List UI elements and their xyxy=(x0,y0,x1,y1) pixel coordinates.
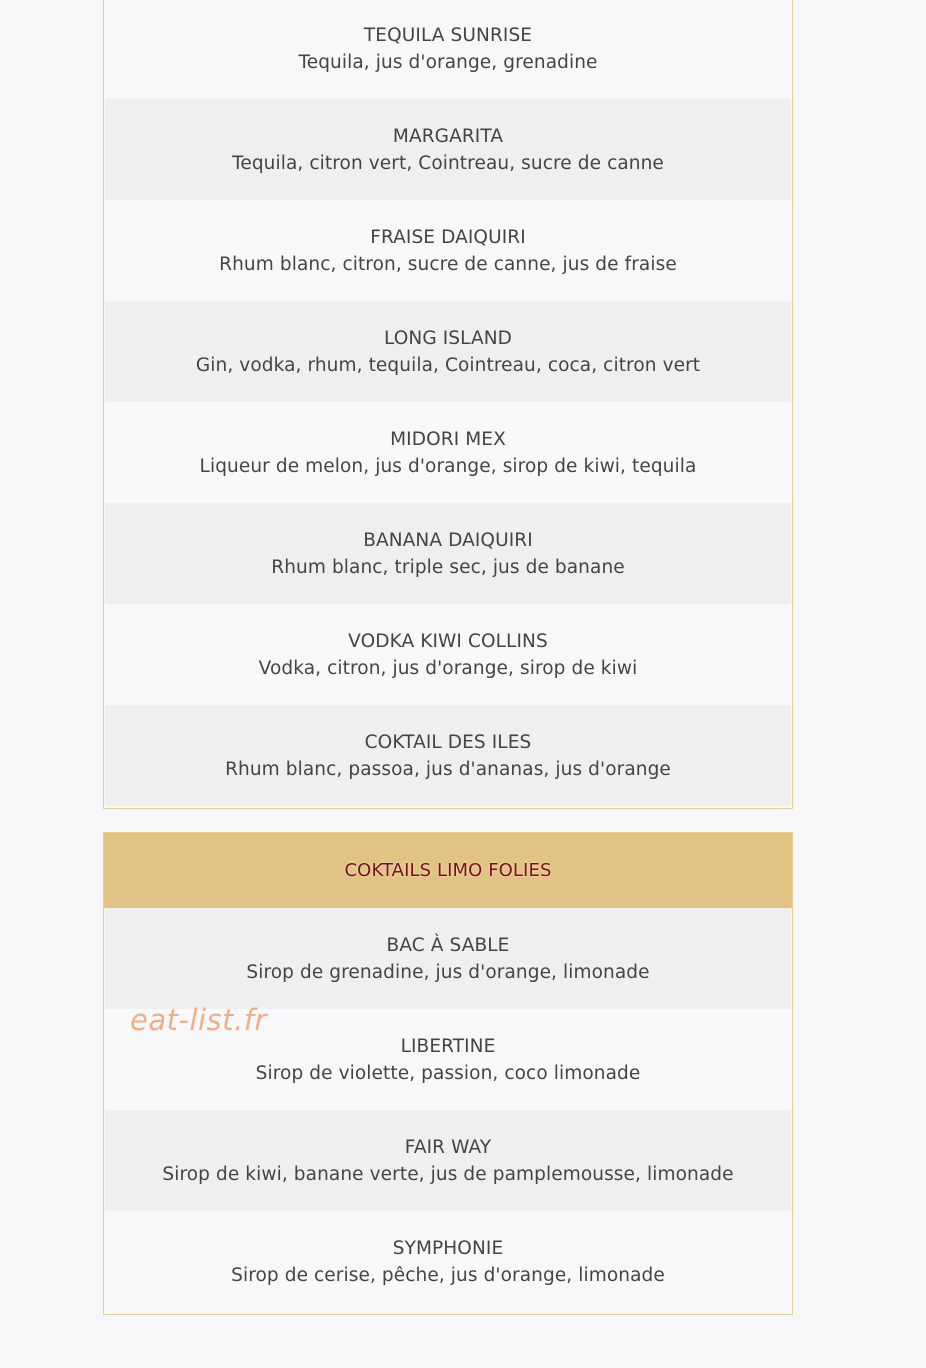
menu-item xyxy=(105,503,791,604)
menu-item-name: COKTAIL DES ILES xyxy=(364,731,532,753)
watermark: eat-list.fr xyxy=(130,1003,267,1037)
menu-item-description: Tequila, jus d'orange, grenadine xyxy=(298,51,598,73)
menu-item-description: Vodka, citron, jus d'orange, sirop de kiwi xyxy=(258,657,638,679)
cocktail-list xyxy=(104,0,792,806)
menu-item-description: Rhum blanc, triple sec, jus de banane xyxy=(271,556,625,578)
menu-item-name: MARGARITA xyxy=(392,125,504,147)
menu-item-name: BAC À SABLE xyxy=(386,934,510,956)
menu-item-description: Rhum blanc, citron, sucre de canne, jus de fraise xyxy=(219,253,677,275)
menu-item xyxy=(105,705,791,806)
menu-item xyxy=(105,99,791,200)
limo-folies-section xyxy=(103,832,793,1315)
menu-item-name: LIBERTINE xyxy=(400,1035,496,1057)
menu-item-name: FAIR WAY xyxy=(404,1136,492,1158)
cocktail-menu-section xyxy=(103,0,793,809)
menu-item xyxy=(105,200,791,301)
cocktail-list xyxy=(104,908,792,1312)
menu-item-description: Rhum blanc, passoa, jus d'ananas, jus d'orange xyxy=(225,758,671,780)
menu-item-description: Tequila, citron vert, Cointreau, sucre de canne xyxy=(232,152,664,174)
menu-item xyxy=(105,604,791,705)
menu-item-description: Liqueur de melon, jus d'orange, sirop de kiwi, tequila xyxy=(199,455,697,477)
menu-item xyxy=(105,1211,791,1312)
menu-item xyxy=(105,1110,791,1211)
menu-item-description: Sirop de cerise, pêche, jus d'orange, limonade xyxy=(231,1264,665,1286)
menu-item-description: Sirop de grenadine, jus d'orange, limonade xyxy=(246,961,650,983)
menu-item xyxy=(105,402,791,503)
menu-item-name: VODKA KIWI COLLINS xyxy=(348,630,548,652)
menu-item-name: FRAISE DAIQUIRI xyxy=(370,226,526,248)
menu-item-name: MIDORI MEX xyxy=(390,428,506,450)
menu-item-description: Sirop de violette, passion, coco limonade xyxy=(255,1062,641,1084)
menu-item xyxy=(105,301,791,402)
section-title: COKTAILS LIMO FOLIES xyxy=(104,833,792,908)
menu-item-description: Gin, vodka, rhum, tequila, Cointreau, coca, citron vert xyxy=(195,354,701,376)
menu-item-name: BANANA DAIQUIRI xyxy=(363,529,533,551)
menu-item xyxy=(105,1009,791,1110)
menu-item-description: Sirop de kiwi, banane verte, jus de pamplemousse, limonade xyxy=(162,1163,734,1185)
menu-item-name: LONG ISLAND xyxy=(383,327,513,349)
menu-item xyxy=(105,908,791,1009)
menu-item xyxy=(105,0,791,99)
menu-item-name: SYMPHONIE xyxy=(392,1237,504,1259)
menu-item-name: TEQUILA SUNRISE xyxy=(363,24,533,46)
